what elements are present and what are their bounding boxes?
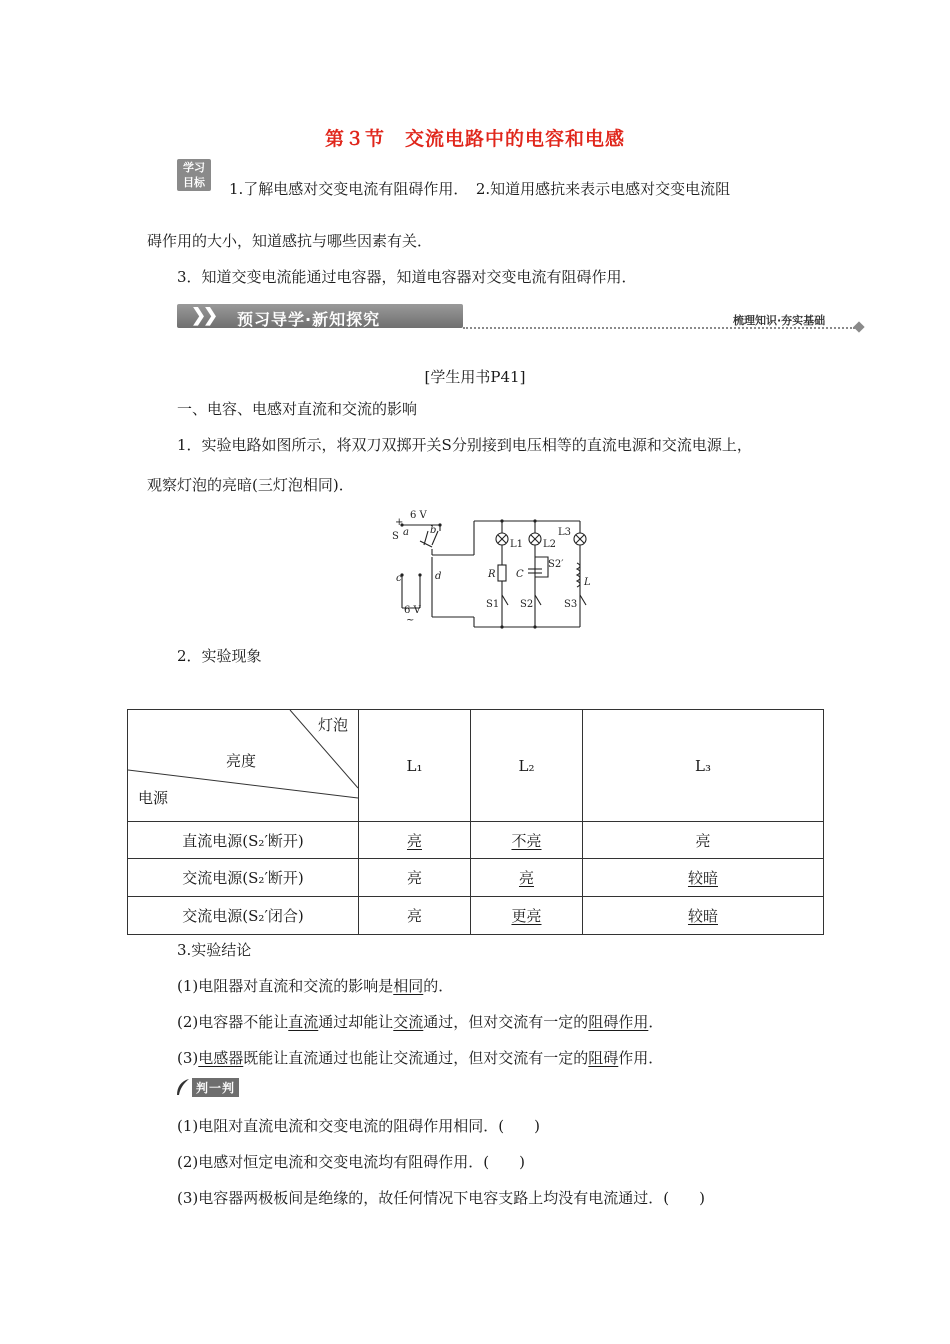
switch-s1-label: S1	[486, 599, 500, 610]
switch-s-label: S	[392, 531, 399, 542]
col-header-l1: L₁	[359, 710, 471, 822]
text: 作用．	[618, 1049, 664, 1067]
terminal-d-label: d	[435, 571, 442, 582]
objectives-badge	[177, 159, 211, 191]
chevron-icon: ❯	[191, 305, 207, 326]
cell: 亮	[406, 831, 422, 850]
cell: 较暗	[687, 869, 718, 887]
corner-mid-label: 亮度	[226, 752, 257, 770]
row-label: 直流电源(S₂′断开)	[128, 822, 359, 859]
row-label: 交流电源(S₂′闭合)	[128, 897, 359, 935]
switch-s3-label: S3	[564, 599, 578, 610]
ac-label: ~	[406, 615, 415, 626]
section-heading: 一、电容、电感对直流和交流的影响	[177, 400, 418, 418]
lamp-l3-icon	[574, 533, 586, 545]
results-table	[127, 709, 824, 935]
cell: 较暗	[687, 907, 718, 925]
badge-line1: 学习	[183, 161, 205, 174]
lamp-l1-label: L1	[510, 539, 524, 550]
item3-heading: 3.实验结论	[177, 941, 252, 959]
switch-s2prime-label: S2′	[548, 559, 564, 570]
top-source-label: 6 V	[410, 510, 427, 521]
lamp-l3-label: L3	[558, 527, 572, 538]
conclusion-2	[177, 1011, 663, 1032]
resistor-icon	[498, 565, 506, 581]
text: 既能让直流通过也能让交流通过，但对交流有一定的	[243, 1049, 589, 1067]
table-corner-cell	[128, 710, 359, 822]
answer: 电感器	[198, 1049, 244, 1067]
text: 通过却能让	[318, 1013, 394, 1031]
circuit-diagram	[390, 505, 600, 630]
terminal-b-label: b	[430, 525, 437, 536]
answer: 交流	[393, 1013, 424, 1031]
banner-subtitle: 梳理知识·夯实基础	[733, 314, 826, 327]
diamond-icon	[853, 321, 864, 332]
resistor-label: R	[488, 569, 496, 580]
objective-line-1: 1.了解电感对交变电流有阻碍作用． 2.知道用感抗来表示电感对交变电流阻	[229, 180, 731, 198]
table-row	[128, 822, 824, 859]
cell: 亮	[695, 831, 711, 850]
judge-item-3: (3)电容器两极板间是绝缘的，故任何情况下电容支路上均没有电流通过．( )	[177, 1189, 705, 1207]
item1-line1: 1．实验电路如图所示，将双刀双掷开关S分别接到电压相等的直流电源和交流电源上，	[177, 436, 752, 454]
judge-item-2: (2)电感对恒定电流和交变电流均有阻碍作用．( )	[177, 1153, 525, 1171]
plus-label: +	[395, 517, 404, 528]
judge-badge	[175, 1077, 252, 1097]
corner-bottom-label: 电源	[138, 789, 169, 807]
judge-item-1: (1)电阻对直流电流和交变电流的阻碍作用相同．( )	[177, 1117, 540, 1135]
answer: 阻碍	[588, 1049, 619, 1067]
lamp-l2-icon	[529, 533, 541, 545]
text: 的．	[423, 977, 454, 995]
text: ．	[648, 1013, 664, 1031]
switch-s2-label: S2	[520, 599, 534, 610]
conclusion-3: (3)电感器既能让直流通过也能让交流通过，但对交流有一定的阻碍作用．	[177, 1049, 664, 1067]
inductor-label: L	[584, 577, 591, 588]
book-reference: [学生用书P41]	[424, 368, 526, 386]
answer: 直流	[288, 1013, 319, 1031]
terminal-c-label: c	[396, 573, 402, 584]
text: (2)电容器不能让	[177, 1013, 289, 1031]
judge-label: 判一判	[192, 1078, 239, 1097]
section-banner	[177, 304, 867, 332]
answer: 阻碍作用	[588, 1013, 649, 1031]
corner-top-label: 灯泡	[318, 716, 349, 734]
lamp-l1-icon	[496, 533, 508, 545]
text: 通过，但对交流有一定的	[423, 1013, 589, 1031]
objective-line-3: 3．知道交变电流能通过电容器，知道电容器对交变电流有阻碍作用．	[177, 268, 637, 286]
table-row	[128, 897, 824, 935]
item2-heading: 2．实验现象	[177, 647, 262, 665]
cell: 不亮	[511, 831, 542, 850]
col-header-l3: L₃	[583, 710, 824, 822]
item1-line2: 观察灯泡的亮暗(三灯泡相同)．	[147, 476, 354, 494]
quill-icon	[175, 1078, 191, 1096]
chevron-icon: ❯	[203, 305, 219, 326]
capacitor-label: C	[516, 569, 524, 580]
row-label: 交流电源(S₂′断开)	[128, 859, 359, 897]
col-header-l2: L₂	[471, 710, 583, 822]
cell: 更亮	[511, 907, 542, 925]
table-row	[128, 859, 824, 897]
banner-title: 预习导学·新知探究	[237, 310, 381, 329]
cell: 亮	[406, 907, 422, 925]
badge-line2: 目标	[183, 176, 205, 189]
text: (1)电阻器对直流和交流的影响是	[177, 977, 394, 995]
objective-line-2: 碍作用的大小，知道感抗与哪些因素有关．	[147, 232, 433, 250]
answer: 相同	[393, 977, 424, 995]
terminal-a-label: a	[403, 527, 409, 538]
lamp-l2-label: L2	[543, 539, 557, 550]
cell: 亮	[518, 869, 534, 887]
conclusion-1	[177, 975, 453, 996]
bottom-source-label: 6 V	[404, 605, 421, 616]
cell: 亮	[406, 869, 422, 887]
page-title: 第３节 交流电路中的电容和电感	[324, 128, 625, 150]
